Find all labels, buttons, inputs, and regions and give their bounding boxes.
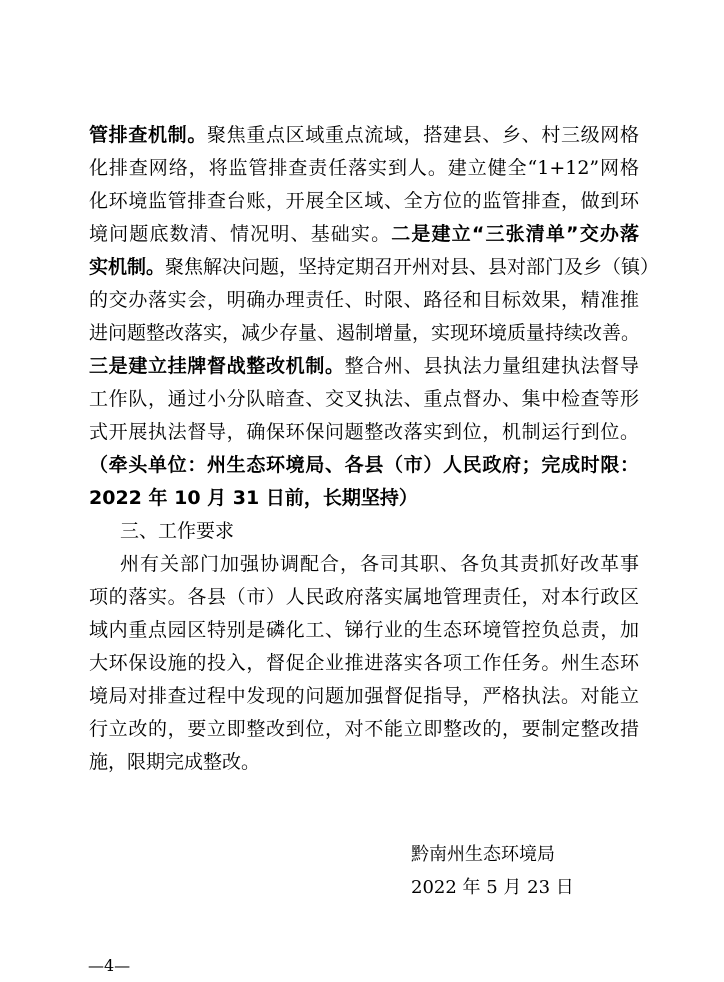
para1-line-3: 化环境监管排查台账，开展全区域、全方位的监管排查，做到环 [89, 190, 639, 212]
signature-date: 2022 年 5 月 23 日 [411, 877, 574, 898]
para1-line-4 [89, 222, 639, 246]
bold-run: 二是建立“三张清单”交办落 [391, 223, 639, 245]
bold-run: 管排查机制。 [89, 124, 207, 146]
section3-line-1: 州有关部门加强协调配合，各司其职、各负其责抓好改革事 [120, 553, 639, 575]
para1-line-1 [89, 123, 639, 147]
para1-line-8 [89, 354, 639, 378]
text-run: 聚焦解决问题，坚持定期召开州对县、县对部门及乡（镇） [165, 256, 660, 278]
section3-line-2: 项的落实。各县（市）人民政府落实属地管理责任，对本行政区 [89, 586, 639, 608]
text-run: 聚焦重点区域重点流域，搭建县、乡、村三级网格 [207, 124, 639, 146]
page-number: —4— [88, 956, 131, 975]
text-run: 整合州、县执法力量组建执法督导 [344, 355, 639, 377]
section-heading: 三、工作要求 [120, 520, 235, 542]
para1-line-11: （牵头单位：州生态环境局、各县（市）人民政府；完成时限： [89, 454, 639, 476]
text-run: 境问题底数清、情况明、基础实。 [89, 223, 392, 245]
section3-line-3: 域内重点园区特别是磷化工、锑行业的生态环境管控负总责，加 [89, 619, 639, 641]
bold-run: 实机制。 [89, 256, 166, 278]
section3-line-5: 境局对排查过程中发现的问题加强督促指导，严格执法。对能立 [89, 685, 639, 707]
para1-line-5 [89, 255, 660, 279]
para1-line-6: 的交办落实会，明确办理责任、时限、路径和目标效果，精准推 [89, 289, 639, 311]
signature-org: 黔南州生态环境局 [411, 844, 555, 865]
para1-line-2: 化排查网络，将监管排查责任落实到人。建立健全“1+12”网格 [89, 157, 639, 179]
section3-line-4: 大环保设施的投入，督促企业推进落实各项工作任务。州生态环 [89, 652, 639, 674]
para1-line-9: 工作队，通过小分队暗查、交叉执法、重点督办、集中检查等形 [89, 388, 639, 410]
para1-line-7: 进问题整改落实，减少存量、遏制增量，实现环境质量持续改善。 [89, 322, 641, 344]
bold-run: 三是建立挂牌督战整改机制。 [89, 355, 345, 377]
section3-line-6: 行立改的，要立即整改到位，对不能立即整改的，要制定整改措 [89, 718, 639, 740]
section3-line-7: 施，限期完成整改。 [89, 751, 261, 773]
para1-line-12: 2022 年 10 月 31 日前，长期坚持） [89, 487, 418, 509]
para1-line-10: 式开展执法督导，确保环保问题整改落实到位，机制运行到位。 [89, 421, 639, 443]
